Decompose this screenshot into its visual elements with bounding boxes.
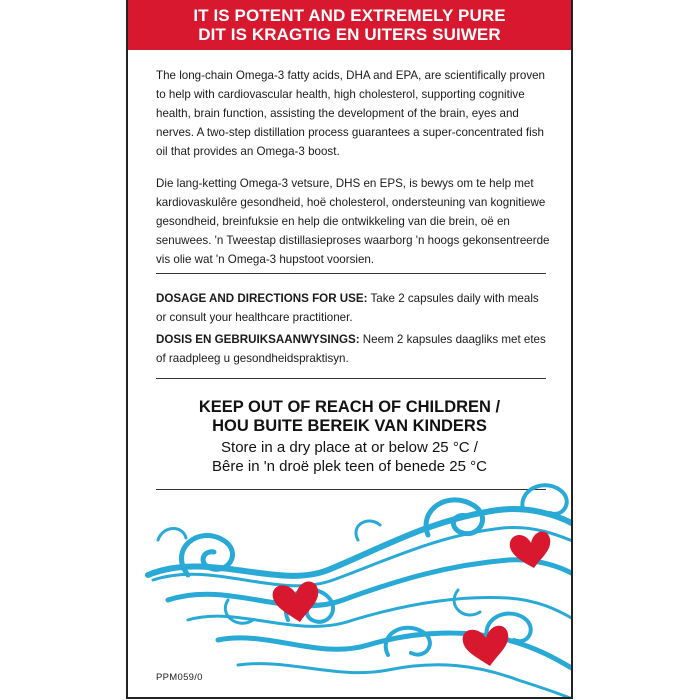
child-warning — [128, 398, 571, 436]
product-code: PPM059/0 — [156, 672, 203, 683]
storage-line-af: Bêre in 'n droë plek teen of benede 25 °C — [212, 458, 487, 475]
dosage-label-af: DOSIS EN GEBRUIKSAANWYSINGS: — [156, 333, 360, 346]
divider-line — [156, 378, 546, 379]
storage-line-en: Store in a dry place at or below 25 °C / — [221, 439, 478, 456]
dosage-text-en: Take 2 capsules daily with meals or consult your healthcare practitioner. — [156, 292, 539, 324]
dosage-label-en: DOSAGE AND DIRECTIONS FOR USE: — [156, 292, 368, 305]
description-paragraph-af: Die lang-ketting Omega-3 vetsure, DHS en EPS, is bewys om te help met kardiovaskulêre gesondheid, hoë cholesterol, ondersteuning van kognitiewe gesondheid, breinfuksie en help die ontwikkeling van die brein, oë en senuwees. 'n Tweestap distillasieproses waarborg 'n hoogs gekonsentreerde vis olie wat 'n Omega-3 hupstoot voorsien. — [156, 177, 550, 266]
heart-icon — [273, 581, 319, 622]
dosage-directions-af — [156, 330, 551, 368]
storage-instructions — [128, 438, 571, 476]
child-warning-en: KEEP OUT OF REACH OF CHILDREN / — [198, 398, 501, 416]
product-label-panel — [126, 0, 573, 699]
divider-line — [156, 273, 546, 274]
header-banner — [128, 0, 571, 50]
description-paragraph-en: The long-chain Omega-3 fatty acids, DHA and EPA, are scientifically proven to help with cardiovascular health, high cholesterol, supporting cognitive health, brain function, assisting the development of the brain, eyes and nerves. A two-step distillation process guarantees a super-concentrated fish oil that provides an Omega-3 boost. — [156, 69, 546, 158]
child-warning-af: HOU BUITE BEREIK VAN KINDERS — [212, 417, 487, 435]
wave-swirl-icon — [128, 480, 573, 699]
dosage-directions-en — [156, 289, 551, 327]
dosage-text-af: Neem 2 kapsules daagliks met etes of raadpleeg u gesondheidspraktisyn. — [156, 333, 546, 365]
header-line-af: DIT IS KRAGTIG EN UITERS SUIWER — [198, 25, 501, 44]
header-line-en: IT IS POTENT AND EXTREMELY PURE — [193, 6, 506, 25]
